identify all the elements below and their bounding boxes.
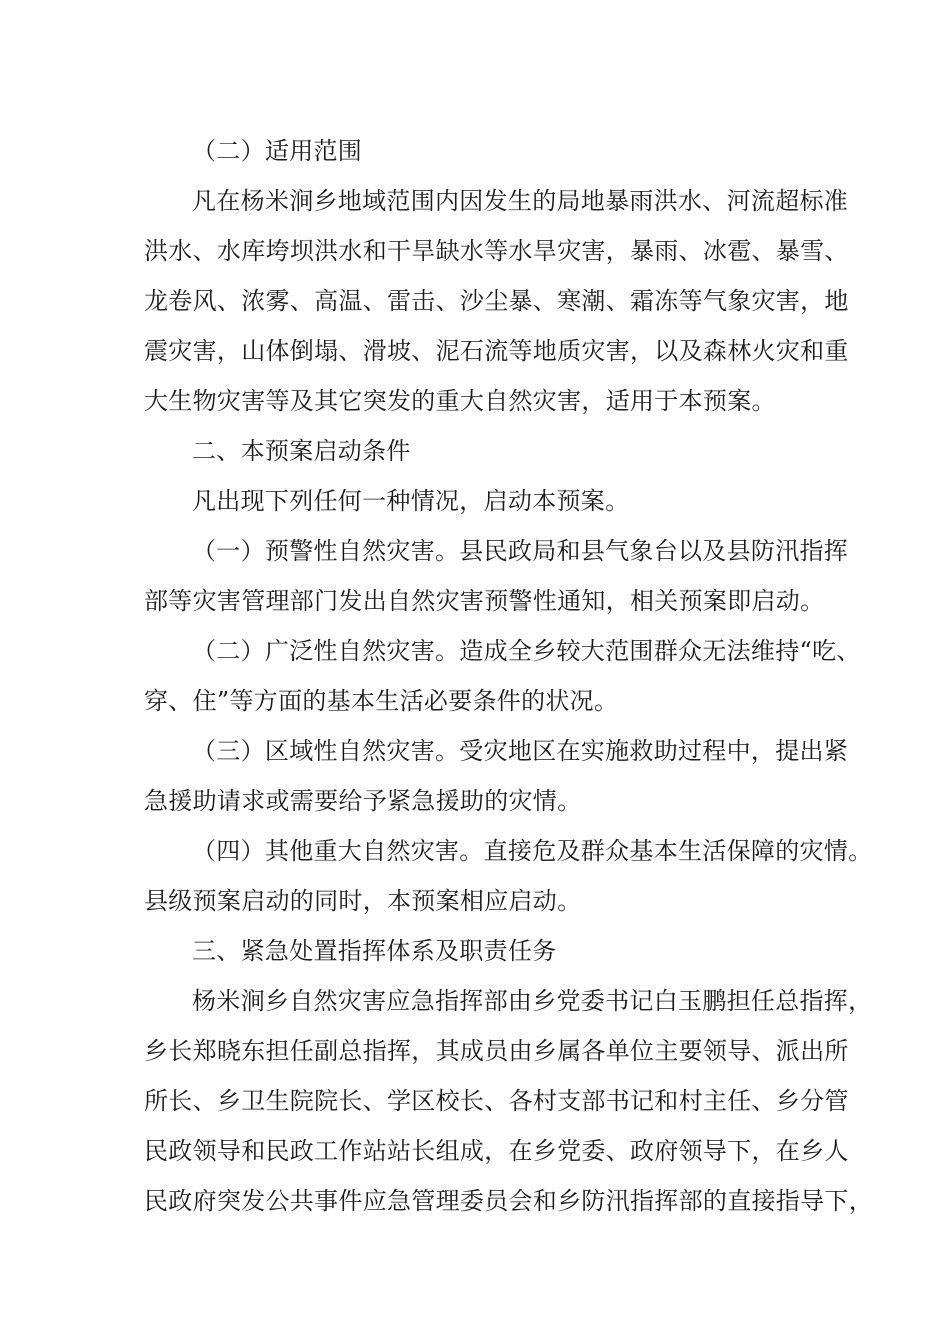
section-heading: 三、紧急处置指挥体系及职责任务 (192, 937, 557, 965)
paragraph-line: 民政领导和民政工作站站长组成，在乡党委、政府领导下，在乡人 (144, 1137, 849, 1165)
paragraph-line: （三）区域性自然灾害。受灾地区在实施救助过程中，提出紧 (192, 737, 849, 765)
section-heading: 二、本预案启动条件 (192, 437, 411, 465)
paragraph-line: 凡出现下列任何一种情况，启动本预案。 (192, 487, 630, 515)
paragraph-line: 大生物灾害等及其它突发的重大自然灾害，适用于本预案。 (144, 387, 776, 415)
paragraph-line: 民政府突发公共事件应急管理委员会和乡防汛指挥部的直接指导下， (144, 1187, 873, 1215)
paragraph-line: 龙卷风、浓雾、高温、雷击、沙尘暴、寒潮、霜冻等气象灾害，地 (144, 287, 849, 315)
paragraph-line: （一）预警性自然灾害。县民政局和县气象台以及县防汛指挥 (192, 537, 849, 565)
section-heading: （二）适用范围 (192, 137, 363, 165)
paragraph-line: 穿、住”等方面的基本生活必要条件的状况。 (144, 687, 619, 715)
paragraph-line: 洪水、水库垮坝洪水和干旱缺水等水旱灾害，暴雨、冰雹、暴雪、 (144, 237, 849, 265)
paragraph-line: （四）其他重大自然灾害。直接危及群众基本生活保障的灾情。 (192, 837, 873, 865)
paragraph-line: 县级预案启动的同时，本预案相应启动。 (144, 887, 582, 915)
paragraph-line: 急援助请求或需要给予紧急援助的灾情。 (144, 787, 582, 815)
paragraph-line: 杨米涧乡自然灾害应急指挥部由乡党委书记白玉鹏担任总指挥， (192, 987, 873, 1015)
paragraph-line: 部等灾害管理部门发出自然灾害预警性通知，相关预案即启动。 (144, 587, 825, 615)
paragraph-line: （二）广泛性自然灾害。造成全乡较大范围群众无法维持“吃、 (192, 637, 861, 665)
paragraph-line: 所长、乡卫生院院长、学区校长、各村支部书记和村主任、乡分管 (144, 1087, 849, 1115)
paragraph-line: 震灾害，山体倒塌、滑坡、泥石流等地质灾害，以及森林火灾和重 (144, 337, 849, 365)
paragraph-line: 乡长郑晓东担任副总指挥，其成员由乡属各单位主要领导、派出所 (144, 1037, 849, 1065)
paragraph-line: 凡在杨米涧乡地域范围内因发生的局地暴雨洪水、河流超标准 (192, 187, 849, 215)
